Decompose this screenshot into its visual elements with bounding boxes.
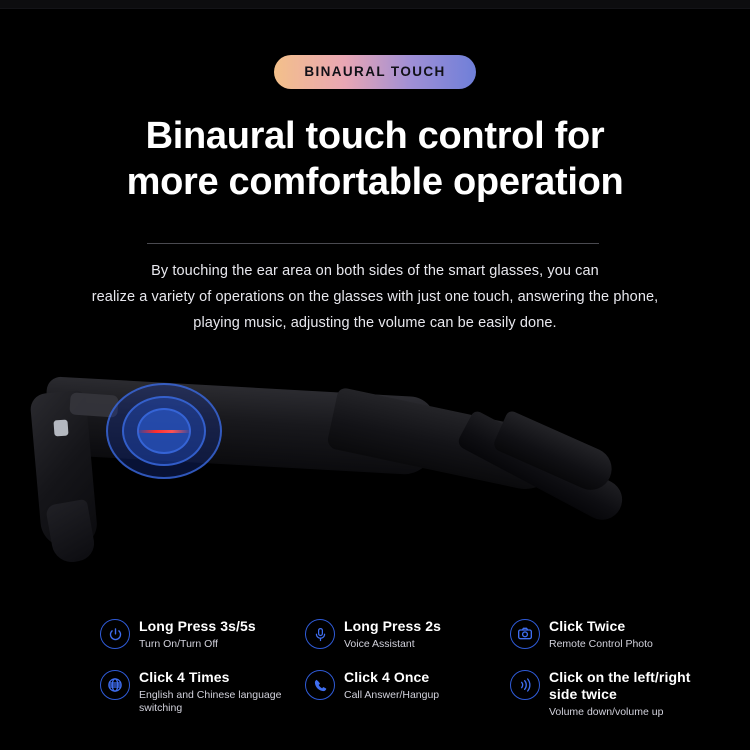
list-item [510, 618, 720, 651]
feature-title: Long Press 2s [344, 618, 442, 634]
feature-title: Click 4 Once [344, 669, 430, 685]
feature-title: Long Press 3s/5s [139, 618, 256, 634]
feature-text [344, 618, 441, 651]
list-item [305, 618, 510, 651]
feature-subtitle: Call Answer/Hangup [344, 689, 440, 701]
divider [147, 243, 599, 244]
feature-text [139, 618, 256, 651]
feature-title: Click on the left/right side twice [549, 669, 691, 702]
globe-icon [100, 670, 130, 700]
volume-icon [510, 670, 540, 700]
feature-text [139, 669, 305, 715]
feature-subtitle: Volume down/volume up [549, 706, 664, 718]
feature-text [549, 669, 720, 719]
list-item [100, 618, 305, 651]
feature-subtitle: Voice Assistant [344, 638, 415, 650]
description-line2: realize a variety of operations on the glasses with just one touch, answering the phone, [91, 289, 659, 305]
camera-icon [510, 619, 540, 649]
touch-zone-indicator [105, 382, 223, 480]
glasses-hinge-chip [53, 420, 68, 437]
list-item [305, 669, 510, 719]
microphone-icon [305, 619, 335, 649]
badge-container [0, 55, 750, 89]
page-title-line1: Binaural touch control for [145, 115, 605, 157]
description-paragraph [30, 258, 720, 336]
feature-title: Click 4 Times [139, 669, 230, 685]
page-title-line2: more comfortable operation [126, 161, 624, 203]
top-strip [0, 0, 750, 9]
power-icon [100, 619, 130, 649]
status-badge: BINAURAL TOUCH [274, 55, 475, 89]
list-item [100, 669, 305, 719]
feature-subtitle: English and Chinese language switching [139, 689, 282, 714]
feature-text [344, 669, 439, 702]
feature-title: Click Twice [549, 618, 626, 634]
product-hero-image [0, 352, 750, 610]
feature-list [100, 618, 720, 719]
feature-subtitle: Turn On/Turn Off [139, 638, 218, 650]
description-line3: playing music, adjusting the volume can be easily done. [193, 315, 557, 331]
list-item [510, 669, 720, 719]
page-title [0, 113, 750, 205]
touch-highlight-line [137, 430, 191, 433]
phone-icon [305, 670, 335, 700]
description-line1: By touching the ear area on both sides of the smart glasses, you can [151, 263, 599, 279]
feature-subtitle: Remote Control Photo [549, 638, 653, 650]
feature-text [549, 618, 653, 651]
